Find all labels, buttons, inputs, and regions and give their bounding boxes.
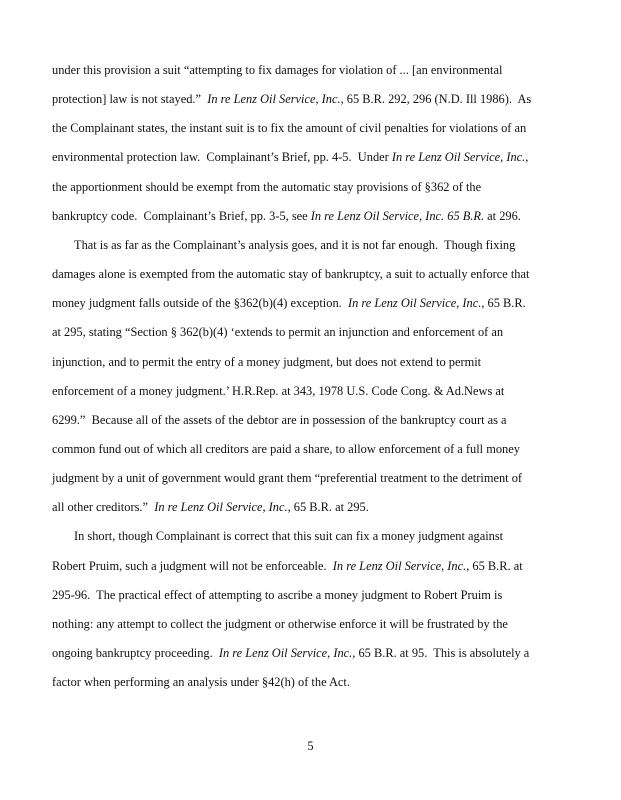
text-line bbox=[52, 558, 523, 574]
case-citation: In re Lenz Oil Service, Inc. bbox=[391, 150, 526, 165]
text-run: , bbox=[525, 150, 529, 165]
text-line bbox=[52, 295, 526, 311]
text-run: all other creditors.” bbox=[52, 500, 155, 515]
text-run: factor when performing an analysis under §42(h) of the Act. bbox=[52, 675, 350, 690]
text-line bbox=[52, 354, 481, 370]
text-run: common fund out of which all creditors are paid a share, to allow enforcement of a full money bbox=[52, 441, 520, 456]
text-line bbox=[52, 587, 502, 603]
text-line bbox=[52, 208, 521, 224]
text-line bbox=[52, 91, 531, 107]
page-number: 5 bbox=[307, 739, 314, 753]
text-run: protection] law is not stayed.” bbox=[52, 92, 208, 107]
text-line bbox=[52, 120, 526, 136]
text-run: nothing: any attempt to collect the judgment or otherwise enforce it will be frustrated by the bbox=[52, 616, 508, 631]
case-citation: In re Lenz Oil Service, Inc. bbox=[347, 296, 482, 311]
text-run: enforcement of a money judgment.’ H.R.Rep. at 343, 1978 U.S. Code Cong. & Ad.News at bbox=[52, 383, 505, 398]
text-run: , 65 B.R. at bbox=[466, 558, 523, 573]
text-line bbox=[52, 616, 508, 632]
text-run: under this provision a suit “attempting to fix damages for violation of ... [an environmental bbox=[52, 63, 503, 77]
text-run: the Complainant states, the instant suit is to fix the amount of civil penalties for violations of an bbox=[52, 121, 527, 136]
text-run: damages alone is exempted from the automatic stay of bankruptcy, a suit to actually enforce that bbox=[52, 267, 530, 282]
case-citation: In re Lenz Oil Service, Inc. bbox=[218, 646, 353, 660]
text-run: environmental protection law. Complainant’s Brief, pp. 4-5. Under bbox=[52, 150, 392, 165]
text-run: ongoing bankruptcy proceeding. bbox=[52, 646, 219, 660]
text-run: , 65 B.R. 292, 296 (N.D. Ill 1986). As bbox=[340, 92, 532, 107]
text-line bbox=[52, 149, 528, 165]
text-line bbox=[52, 62, 502, 78]
text-run: at 295, stating “Section § 362(b)(4) ‘extends to permit an injunction and enforcement of an bbox=[52, 325, 504, 340]
text-line bbox=[52, 470, 522, 486]
text-line bbox=[52, 674, 350, 690]
text-line bbox=[52, 266, 529, 282]
text-run: injunction, and to permit the entry of a money judgment, but does not extend to permit bbox=[52, 354, 482, 369]
text-line bbox=[52, 179, 481, 195]
text-run: 6299.” Because all of the assets of the debtor are in possession of the bankruptcy court as a bbox=[52, 412, 507, 427]
text-line bbox=[74, 528, 503, 544]
text-line bbox=[52, 441, 520, 457]
text-run: 295-96. The practical effect of attempting to ascribe a money judgment to Robert Pruim is bbox=[52, 587, 503, 602]
text-run: judgment by a unit of government would grant them “preferential treatment to the detriment of bbox=[52, 471, 523, 486]
case-citation: In re Lenz Oil Service, Inc. 65 B.R. bbox=[310, 208, 485, 223]
text-run: , 65 B.R. at 95. This is absolutely a bbox=[352, 646, 530, 660]
text-line bbox=[52, 645, 529, 661]
text-run: , 65 B.R. bbox=[481, 296, 526, 311]
case-citation: In re Lenz Oil Service, Inc. bbox=[154, 500, 288, 515]
text-line bbox=[52, 383, 504, 399]
text-run: money judgment falls outside of the §362(b)(4) exception. bbox=[52, 296, 348, 311]
text-line bbox=[52, 324, 503, 340]
text-run: Robert Pruim, such a judgment will not be enforceable. bbox=[52, 558, 333, 573]
text-line bbox=[74, 237, 515, 253]
case-citation: In re Lenz Oil Service, Inc. bbox=[332, 558, 467, 573]
case-citation: In re Lenz Oil Service, Inc. bbox=[207, 92, 341, 107]
text-run: at 296. bbox=[484, 208, 521, 223]
text-run: the apportionment should be exempt from the automatic stay provisions of §362 of the bbox=[52, 179, 482, 194]
text-line bbox=[52, 412, 507, 428]
text-line bbox=[52, 499, 369, 515]
text-run: bankruptcy code. Complainant’s Brief, pp. 3-5, see bbox=[52, 208, 311, 223]
text-run: In short, though Complainant is correct that this suit can fix a money judgment against bbox=[74, 529, 504, 544]
text-run: That is as far as the Complainant’s analysis goes, and it is not far enough. Though fixing bbox=[74, 237, 516, 252]
text-run: , 65 B.R. at 295. bbox=[287, 500, 369, 515]
